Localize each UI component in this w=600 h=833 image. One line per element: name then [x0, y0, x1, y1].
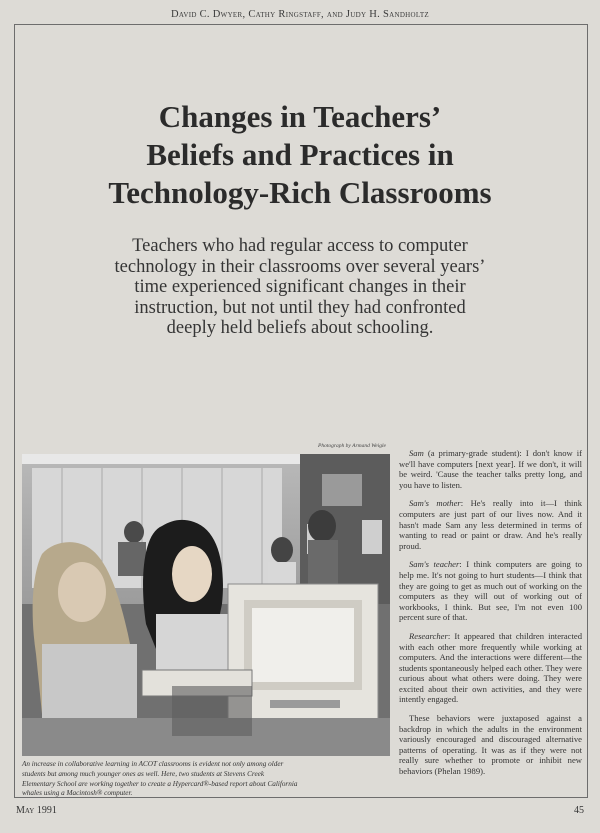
speaker-label: Sam's mother — [409, 498, 461, 509]
caption-line: An increase in collaborative learning in ACOT classrooms is evident not only among older — [22, 760, 284, 768]
paragraph-text: These behaviors were juxtaposed against a backdrop in which the adults in the environment variously encouraged and discouraged alternative patterns of operating. It was as if they were not really sure whether to promote or inhibit new behaviors (Phelan 1989). — [399, 713, 582, 777]
paragraph-text: : It appeared that children interacted with each other more frequently while working at computers. And the interactions were different—the students spontaneously helped each other. They were curious about what others were doing. They were excited about their own activities, and they were intently engaged. — [399, 630, 582, 705]
title-line: Beliefs and Practices in — [146, 137, 454, 172]
body-column — [399, 448, 582, 785]
running-header — [0, 9, 600, 20]
article-deck — [60, 236, 540, 339]
title-line: Changes in Teachers’ — [158, 99, 442, 134]
page-number: 45 — [574, 805, 584, 816]
classroom-photo-illustration — [22, 454, 390, 756]
issue-date: May 1991 — [16, 805, 57, 816]
speaker-label: Sam's teacher — [409, 559, 460, 570]
body-paragraph — [399, 498, 582, 551]
deck-line: instruction, but not until they had confronted — [134, 297, 466, 318]
deck-line: deeply held beliefs about schooling. — [166, 318, 434, 339]
caption-line: students but among much younger ones as well. Here, two students at Stevens Creek — [22, 769, 265, 778]
body-paragraph — [399, 713, 582, 777]
speaker-label: Sam — [409, 448, 424, 458]
paragraph-text: : He's really into it—I think computers are just part of our lives now. And it hasn't made Sam any less determined in terms of wanting to read or paint or draw. And he's really proud. — [399, 498, 583, 551]
paragraph-text: (a primary-grade student): I don't know if we'll have computers [next year]. If we don't, it will be weird. 'Cause the teacher talks pretty long, and you have to listen. — [399, 448, 582, 490]
photo-credit: Photograph by Armand Weigle — [318, 443, 386, 449]
authors: David C. Dwyer, Cathy Ringstaff, and Judy H. Sandholtz — [165, 9, 435, 20]
photo-caption — [22, 760, 392, 799]
classroom-photo — [22, 454, 390, 756]
caption-line: Elementary School are working together to create a Hypercard®-based report about California — [22, 779, 298, 788]
deck-line: technology in their classrooms over several years’ — [114, 256, 486, 277]
speaker-label: Researcher — [409, 630, 448, 641]
title-line: Technology-Rich Classrooms — [108, 175, 492, 210]
deck-line: time experienced significant changes in their — [134, 277, 466, 298]
article-title — [30, 98, 570, 212]
body-paragraph — [399, 559, 582, 623]
body-paragraph — [399, 448, 582, 490]
paragraph-text: : I think computers are going to help me. It's not going to hurt students—I think that they are going to get as much out of working on the computers as they will out of working out of workbooks, I think. But see, I'm not even 100 percent sure of that. — [399, 559, 582, 623]
deck-line: Teachers who had regular access to computer — [132, 236, 468, 256]
body-paragraph — [399, 631, 582, 705]
caption-line: whales using a Macintosh® computer. — [22, 789, 133, 798]
